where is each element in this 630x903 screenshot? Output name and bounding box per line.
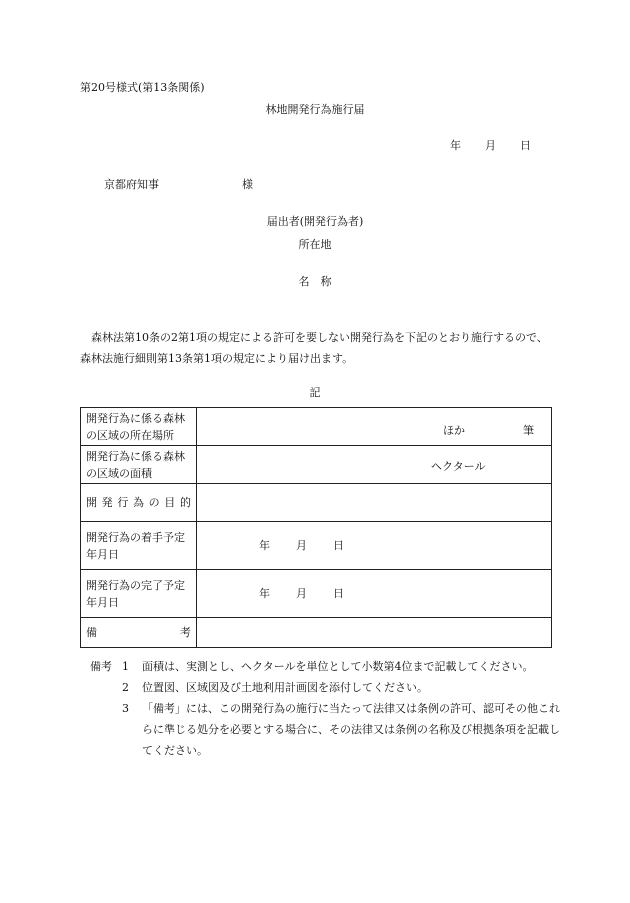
remarks-label-left: 備: [86, 626, 97, 639]
end-date-label: 開発行為の完了予定年月日: [81, 570, 197, 618]
purpose-field[interactable]: [197, 484, 552, 522]
note-item: [90, 656, 560, 677]
end-month-label: 月: [296, 587, 307, 600]
date-month-label: 月: [485, 139, 496, 152]
form-number: 第20号様式(第13条関係): [80, 81, 205, 94]
document-title: 林地開発行為施行届: [265, 103, 365, 116]
start-day-label: 日: [333, 539, 344, 552]
purpose-label-char: 行: [117, 496, 129, 509]
table-row-end-date: [81, 570, 552, 618]
purpose-label-char: 発: [101, 496, 113, 509]
start-date-ymd: [259, 537, 344, 553]
end-date-field[interactable]: [197, 570, 552, 618]
location-field[interactable]: [197, 408, 552, 446]
note-number: 2: [122, 681, 129, 694]
start-date-label: 開発行為の着手予定年月日: [81, 522, 197, 570]
note-text: 面積は、実測とし、ヘクタールを単位として小数第4位まで記載してください。: [142, 660, 534, 673]
remarks-label-right: 考: [180, 626, 191, 639]
table-row-location: [81, 408, 552, 446]
remarks-label: [81, 618, 197, 648]
applicant-heading: 届出者(開発行為者): [266, 215, 364, 228]
remarks-field[interactable]: [197, 618, 552, 648]
area-field[interactable]: [197, 446, 552, 484]
note-number: 1: [122, 660, 129, 673]
table-row-start-date: [81, 522, 552, 570]
location-hitsu-label: 筆: [523, 424, 534, 437]
date-day-label: 日: [520, 139, 531, 152]
note-item: [90, 698, 560, 761]
note-item: [90, 677, 560, 698]
ki-heading: 記: [309, 386, 321, 399]
note-text: 位置図、区域図及び土地利用計画図を添付してください。: [142, 681, 428, 694]
area-label: 開発行為に係る森林の区域の面積: [81, 446, 197, 484]
table-row-remarks: [81, 618, 552, 648]
notification-table: [80, 407, 552, 648]
purpose-label-char: 開: [86, 496, 97, 509]
end-day-label: 日: [333, 587, 344, 600]
location-label: 開発行為に係る森林の区域の所在場所: [81, 408, 197, 446]
submission-date: [450, 137, 531, 153]
applicant-address-label: 所在地: [298, 238, 332, 251]
purpose-label-char: 的: [179, 496, 191, 509]
table-row-purpose: [81, 484, 552, 522]
start-month-label: 月: [296, 539, 307, 552]
purpose-label-char: 目: [164, 496, 176, 509]
body-text: 森林法第10条の2第1項の規定による許可を要しない開発行為を下記のとおり施行するので、森林法施行細則第13条第1項の規定により届け出ます。: [80, 331, 548, 365]
notes-section: [90, 656, 560, 761]
purpose-label-text: [86, 494, 191, 511]
area-unit-label: ヘクタール: [431, 460, 486, 473]
location-hoka-label: ほか: [443, 424, 465, 437]
start-year-label: 年: [259, 539, 270, 552]
end-date-ymd: [259, 585, 344, 601]
table-row-area: [81, 446, 552, 484]
note-number: 3: [122, 702, 129, 715]
honorific: 様: [242, 178, 253, 191]
purpose-label-char: 為: [132, 496, 144, 509]
purpose-label-char: の: [148, 496, 160, 509]
addressee: 京都府知事: [104, 178, 159, 191]
start-date-field[interactable]: [197, 522, 552, 570]
notes-heading: 備考: [90, 660, 112, 673]
end-year-label: 年: [259, 587, 270, 600]
date-year-label: 年: [450, 139, 461, 152]
applicant-name-label: 名 称: [298, 275, 332, 288]
purpose-label: [81, 484, 197, 522]
note-text: 「備考」には、この開発行為の施行に当たって法律又は条例の許可、認可その他これらに準じる処分を必要とする場合に、その法律又は条例の名称及び根拠条項を記載してください。: [142, 702, 560, 757]
